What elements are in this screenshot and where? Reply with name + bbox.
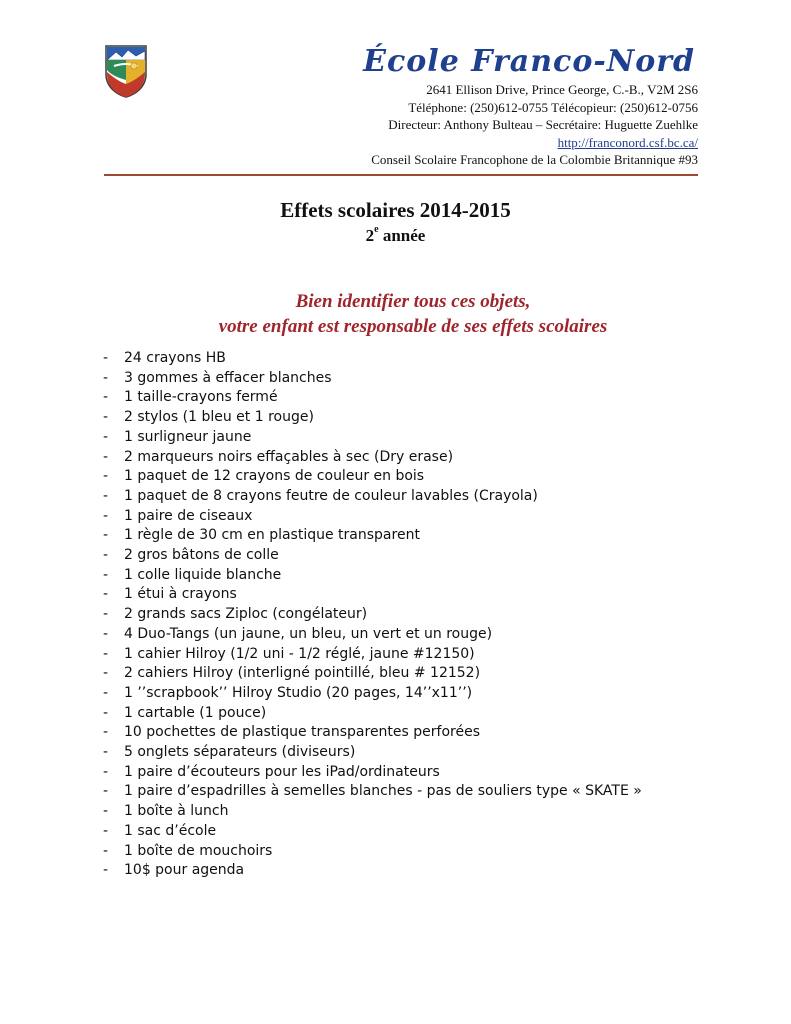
supply-item-text: 2 grands sacs Ziploc (congélateur) [124, 606, 368, 623]
supply-item [103, 428, 642, 448]
school-crest-logo [104, 44, 148, 98]
supply-item [103, 861, 642, 881]
notice-line-2: votre enfant est responsable de ses effets scolaires [218, 316, 608, 337]
bullet-dash: - [103, 803, 109, 820]
bullet-dash: - [103, 487, 109, 504]
grade-word: année [382, 226, 426, 245]
supply-item [103, 763, 642, 783]
document-title: Effets scolaires 2014-2015 [280, 198, 511, 222]
bullet-dash: - [103, 625, 109, 642]
supply-item-text: 1 boîte à lunch [124, 803, 229, 820]
bullet-dash: - [103, 842, 109, 859]
supply-item-text: 1 boîte de mouchoirs [124, 842, 273, 859]
supply-item [103, 388, 642, 408]
supply-item [103, 605, 642, 625]
supply-item-text: 1 surligneur jaune [124, 428, 252, 445]
supply-item-text: 2 gros bâtons de colle [124, 547, 279, 564]
supplies-list [103, 349, 642, 881]
supply-item [103, 645, 642, 665]
bullet-dash: - [103, 586, 109, 603]
bullet-dash: - [103, 645, 109, 662]
bullet-dash: - [103, 566, 109, 583]
supply-item-text: 2 cahiers Hilroy (interligné pointillé, bleu # 12152) [124, 665, 481, 682]
supply-item-text: 3 gommes à effacer blanches [124, 369, 332, 386]
supply-item [103, 507, 642, 527]
supply-item-text: 1 sac d’école [124, 822, 217, 839]
notice-line-1: Bien identifier tous ces objets, [295, 291, 531, 312]
supply-item-text: 1 colle liquide blanche [124, 566, 282, 583]
school-address: 2641 Ellison Drive, Prince George, C.-B., V2M 2S6 [426, 82, 698, 97]
supply-item [103, 684, 642, 704]
supply-item [103, 487, 642, 507]
header-divider [104, 174, 698, 176]
supply-item [103, 408, 642, 428]
supply-item-text: 4 Duo-Tangs (un jaune, un bleu, un vert et un rouge) [124, 625, 493, 642]
supply-item [103, 585, 642, 605]
supply-item-text: 1 paire d’écouteurs pour les iPad/ordinateurs [124, 763, 440, 780]
supply-item-text: 1 étui à crayons [124, 586, 237, 603]
bullet-dash: - [103, 409, 109, 426]
bullet-dash: - [103, 763, 109, 780]
bullet-dash: - [103, 428, 109, 445]
contact-block [371, 81, 698, 169]
supply-item-text: 1 règle de 30 cm en plastique transparent [124, 527, 420, 544]
bullet-dash: - [103, 724, 109, 741]
bullet-dash: - [103, 350, 109, 366]
supply-item [103, 664, 642, 684]
bullet-dash: - [103, 547, 109, 564]
bullet-dash: - [103, 744, 109, 761]
supply-item [103, 842, 642, 862]
supply-item-text: 1 cahier Hilroy (1/2 uni - 1/2 réglé, jaune #12150) [124, 645, 475, 662]
bullet-dash: - [103, 448, 109, 465]
grade-suffix: e [374, 224, 379, 236]
supply-item [103, 782, 642, 802]
supply-item-text: 1 paire de ciseaux [124, 507, 253, 524]
grade-number: 2 [365, 226, 375, 245]
supply-item-text: 1 paire d’espadrilles à semelles blanches - pas de souliers type « SKATE » [124, 783, 642, 800]
website-link[interactable]: http://franconord.csf.bc.ca/ [557, 134, 698, 150]
supply-item-text: 1 cartable (1 pouce) [124, 704, 267, 721]
bullet-dash: - [103, 862, 109, 879]
school-board: Conseil Scolaire Francophone de la Colombie Britannique #93 [371, 152, 698, 167]
supply-item-text: 1 paquet de 8 crayons feutre de couleur lavables (Crayola) [124, 487, 538, 504]
supply-item-text: 2 marqueurs noirs effaçables à sec (Dry erase) [124, 448, 454, 465]
supply-item [103, 625, 642, 645]
bullet-dash: - [103, 389, 109, 406]
supply-item [103, 802, 642, 822]
notice-text [0, 289, 791, 339]
phone-fax: Téléphone: (250)612-0755 Télécopieur: (250)612-0756 [408, 99, 698, 115]
supply-item-text: 24 crayons HB [124, 350, 226, 366]
supply-item-text: 5 onglets séparateurs (diviseurs) [124, 744, 356, 761]
bullet-dash: - [103, 684, 109, 701]
bullet-dash: - [103, 822, 109, 839]
bullet-dash: - [103, 606, 109, 623]
bullet-dash: - [103, 507, 109, 524]
supply-item-text: 2 stylos (1 bleu et 1 rouge) [124, 409, 314, 426]
supply-item [103, 822, 642, 842]
bullet-dash: - [103, 704, 109, 721]
supply-item-text: 10 pochettes de plastique transparentes perforées [124, 724, 480, 741]
supply-item-text: 1 paquet de 12 crayons de couleur en bois [124, 468, 425, 485]
supply-item-text: 1 ’’scrapbook’’ Hilroy Studio (20 pages, 14’’x11’’) [124, 684, 473, 701]
supply-item [103, 743, 642, 763]
school-name: École Franco-Nord [363, 44, 695, 79]
bullet-dash: - [103, 527, 109, 544]
grade-heading [0, 226, 791, 246]
supply-item [103, 526, 642, 546]
supply-item [103, 349, 642, 369]
supply-item [103, 704, 642, 724]
supply-item [103, 723, 642, 743]
supply-item [103, 467, 642, 487]
staff-names: Directeur: Anthony Bulteau – Secrétaire: Huguette Zuehlke [388, 117, 698, 132]
supply-item-text: 10$ pour agenda [124, 862, 245, 879]
bullet-dash: - [103, 783, 109, 800]
supply-item [103, 566, 642, 586]
supply-item [103, 546, 642, 566]
supply-item-text: 1 taille-crayons fermé [124, 389, 278, 406]
bullet-dash: - [103, 369, 109, 386]
bullet-dash: - [103, 468, 109, 485]
supply-item [103, 448, 642, 468]
supply-item [103, 369, 642, 389]
bullet-dash: - [103, 665, 109, 682]
